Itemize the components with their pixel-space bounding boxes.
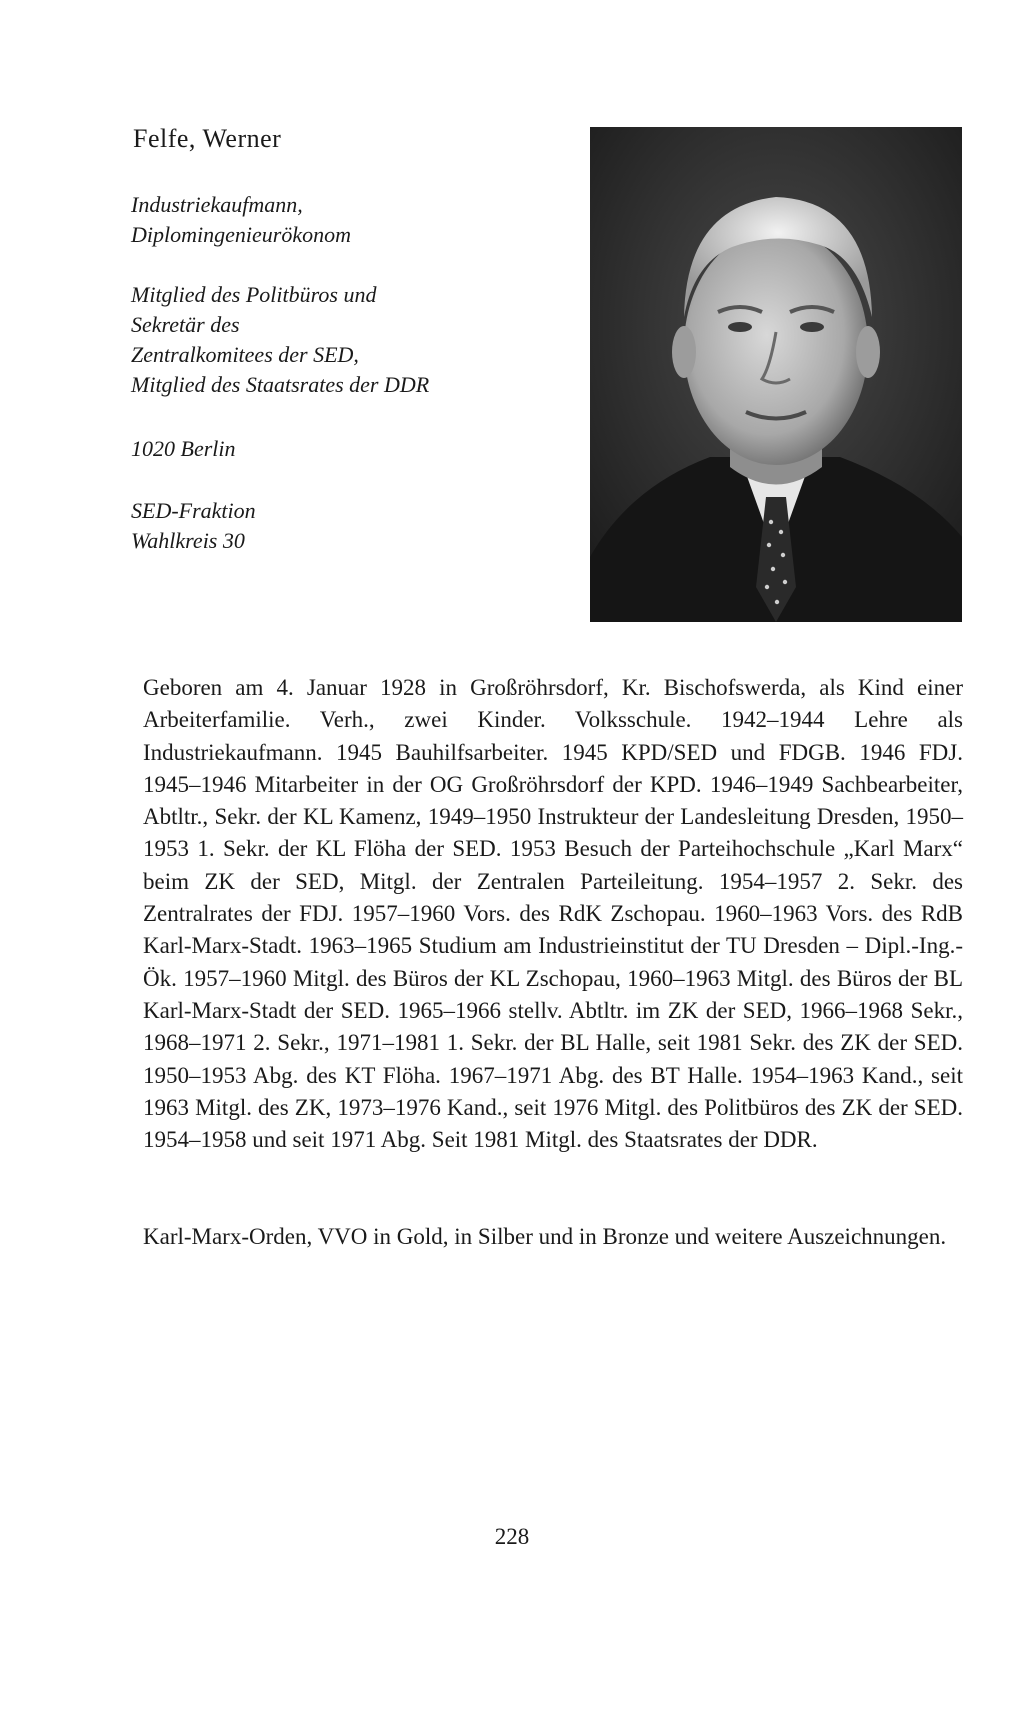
constituency-line: Wahlkreis 30 xyxy=(131,528,245,553)
entry-name: Felfe, Werner xyxy=(133,124,282,153)
function-line: Sekretär des xyxy=(131,312,240,337)
profession-block xyxy=(131,190,571,250)
profession-line: Industriekaufmann, xyxy=(131,192,303,217)
awards-text: Karl-Marx-Orden, VVO in Gold, in Silber und in Bronze und weitere Auszeichnungen. xyxy=(143,1224,947,1249)
function-line: Mitglied des Staatsrates der DDR xyxy=(131,372,430,397)
portrait-photo-icon xyxy=(590,127,962,622)
fraction-line: SED-Fraktion xyxy=(131,498,256,523)
function-line: Zentralkomitees der SED, xyxy=(131,342,359,367)
fraction-block xyxy=(131,496,571,556)
functions-block xyxy=(131,280,571,400)
function-line: Mitglied des Politbüros und xyxy=(131,282,377,307)
address-line: 1020 Berlin xyxy=(131,436,236,461)
page-number: 228 xyxy=(494,1524,530,1549)
address-block xyxy=(131,434,571,464)
portrait-photo xyxy=(590,127,962,622)
profession-line: Diplomingenieurökonom xyxy=(131,222,351,247)
biography-text: Geboren am 4. Januar 1928 in Großröhrsdorf, Kr. Bischofswerda, als Kind einer Arbeiterfamilie. Verh., zwei Kinder. Volksschule. 1942–1944 Lehre als Industriekaufmann. 1945 Bauhilfsarbeiter. 1945 KPD/SED und FDGB. 1946 FDJ. 1945–1946 Mitarbeiter in der OG Großröhrsdorf der KPD. 1946–1949 Sachbearbeiter, Abtltr., Sekr. der KL Kamenz, 1949–1950 Instrukteur der Landesleitung Dresden, 1950–1953 1. Sekr. der KL Flöha der SED. 1953 Besuch der Parteihochschule „Karl Marx“ beim ZK der SED, Mitgl. der Zentralen Parteileitung. 1954–1957 2. Sekr. des Zentralrates der FDJ. 1957–1960 Vors. des RdK Zschopau. 1960–1963 Vors. des RdB Karl-Marx-Stadt. 1963–1965 Studium am Industrieinstitut der TU Dresden – Dipl.-Ing.-Ök. 1957–1960 Mitgl. des Büros der KL Zschopau, 1960–1963 Mitgl. des Büros der BL Karl-Marx-Stadt der SED. 1965–1966 stellv. Abtltr. im ZK der SED, 1966–1968 Sekr., 1968–1971 2. Sekr., 1971–1981 1. Sekr. der BL Halle, seit 1981 Sekr. des ZK der SED. 1950–1953 Abg. des KT Flöha. 1967–1971 Abg. des BT Halle. 1954–1963 Kand., seit 1963 Mitgl. des ZK, 1973–1976 Kand., seit 1976 Mitgl. des Politbüros des ZK der SED. 1954–1958 und seit 1971 Abg. Seit 1981 Mitgl. des Staatsrates der DDR. xyxy=(143,675,963,1153)
